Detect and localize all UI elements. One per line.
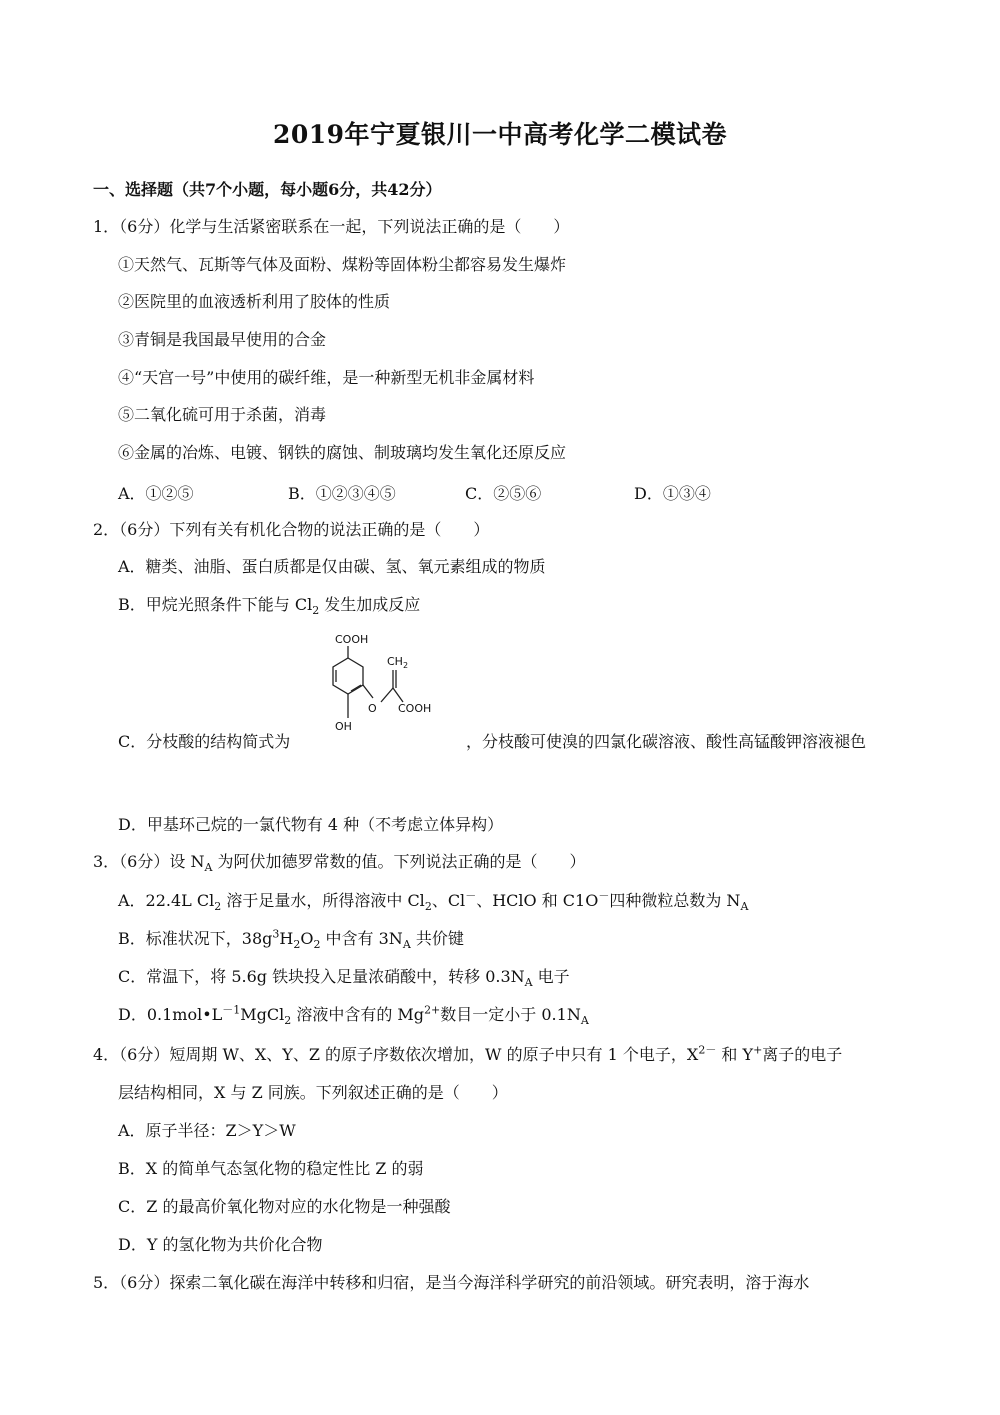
q3-option-d: D．$0.1mol•L^{-1}MgCl_2$ 溶液中含有的 $Mg^{2+}$数目一定小于 $0.1N_A$ (118, 1003, 589, 1028)
q1-item-1: ①天然气、瓦斯等气体及面粉、煤粉等固体粉尘都容易发生爆炸 (118, 255, 567, 274)
q2-option-c-label: C．分枝酸的结构简式为 (118, 732, 291, 751)
q5-stem: 5．（6分）探索二氧化碳在海洋中转移和归宿，是当今海洋科学研究的前沿领域。研究表明，溶于海水 (93, 1273, 810, 1292)
q1-option-a: A．①②⑤ (118, 484, 194, 503)
struct-ch2: $CH_2$ (387, 655, 409, 670)
q2-option-c-text: ，分枝酸可使溴的四氯化碳溶液、酸性高锰酸钾溶液褪色 (466, 732, 867, 751)
q1-item-6: ⑥金属的冶炼、电镀、钢铁的腐蚀、制玻璃均发生氧化还原反应 (118, 443, 567, 462)
q1-item-4: ④“天宫一号”中使用的碳纤维，是一种新型无机非金属材料 (118, 368, 535, 387)
q4-option-d: D．Y 的氢化物为共价化合物 (118, 1235, 323, 1254)
struct-o: O (368, 702, 377, 715)
q2-option-b: B．甲烷光照条件下能与 $Cl_2$ 发生加成反应 (118, 595, 421, 618)
struct-cooh-top: COOH (335, 633, 369, 646)
q1-item-2: ②医院里的血液透析利用了胶体的性质 (118, 292, 391, 311)
q4-option-c: C．Z 的最高价氧化物对应的水化物是一种强酸 (118, 1197, 451, 1216)
struct-oh: OH (335, 720, 352, 733)
q3-option-a: A．22.4L $Cl_2$ 溶于足量水，所得溶液中 $Cl_2$、Cl－、HClO 和 C1O－四种微粒总数为 $N_A$ (118, 889, 749, 914)
section-heading: 一、选择题（共7个小题，每小题6分，共42分） (93, 180, 442, 199)
q2-stem: 2．（6分）下列有关有机化合物的说法正确的是（ ） (93, 520, 490, 539)
struct-bond (363, 685, 373, 698)
q2-option-a: A．糖类、油脂、蛋白质都是仅由碳、氢、氧元素组成的物质 (118, 557, 546, 576)
q4-stem-line-2: 层结构相同，X 与 Z 同族。下列叙述正确的是（ ） (118, 1083, 508, 1102)
struct-cooh-right: COOH (398, 702, 432, 715)
q4-stem-line-1: 4．（6分）短周期 W、X、Y、Z 的原子序数依次增加，W 的原子中只有 1 个电子，$X^{2-}$ 和 Y+离子的电子 (93, 1043, 843, 1064)
q1-item-3: ③青铜是我国最早使用的合金 (118, 330, 327, 349)
q3-stem: 3．（6分）设 $N_A$ 为阿伏加德罗常数的值。下列说法正确的是（ ） (93, 852, 586, 875)
q1-stem: 1．（6分）化学与生活紧密联系在一起，下列说法正确的是（ ） (93, 217, 570, 236)
q1-option-c: C．②⑤⑥ (465, 484, 542, 503)
struct-ring (333, 658, 363, 694)
q4-option-b: B．X 的简单气态氢化物的稳定性比 Z 的弱 (118, 1159, 424, 1178)
q4-option-a: A．原子半径：Z＞Y＞W (118, 1121, 296, 1140)
q1-item-5: ⑤二氧化硫可用于杀菌，消毒 (118, 405, 327, 424)
q3-option-b: B．标准状况下，$38g^3H_2O_2$ 中含有 $3N_A$ 共价键 (118, 927, 464, 952)
q1-option-d: D．①③④ (634, 484, 711, 503)
exam-title: 2019年宁夏银川一中高考化学二模试卷 (272, 120, 728, 149)
chorismic-acid-structure (305, 630, 445, 740)
struct-bond (393, 688, 403, 702)
struct-bond (381, 688, 393, 702)
struct-double-bond (351, 685, 361, 691)
q3-option-c: C．常温下，将 5.6g 铁块投入足量浓硝酸中，转移 $0.3N_A$ 电子 (118, 967, 570, 990)
q2-option-d: D．甲基环己烷的一氯代物有 4 种（不考虑立体异构） (118, 815, 504, 834)
q1-option-b: B．①②③④⑤ (288, 484, 396, 503)
